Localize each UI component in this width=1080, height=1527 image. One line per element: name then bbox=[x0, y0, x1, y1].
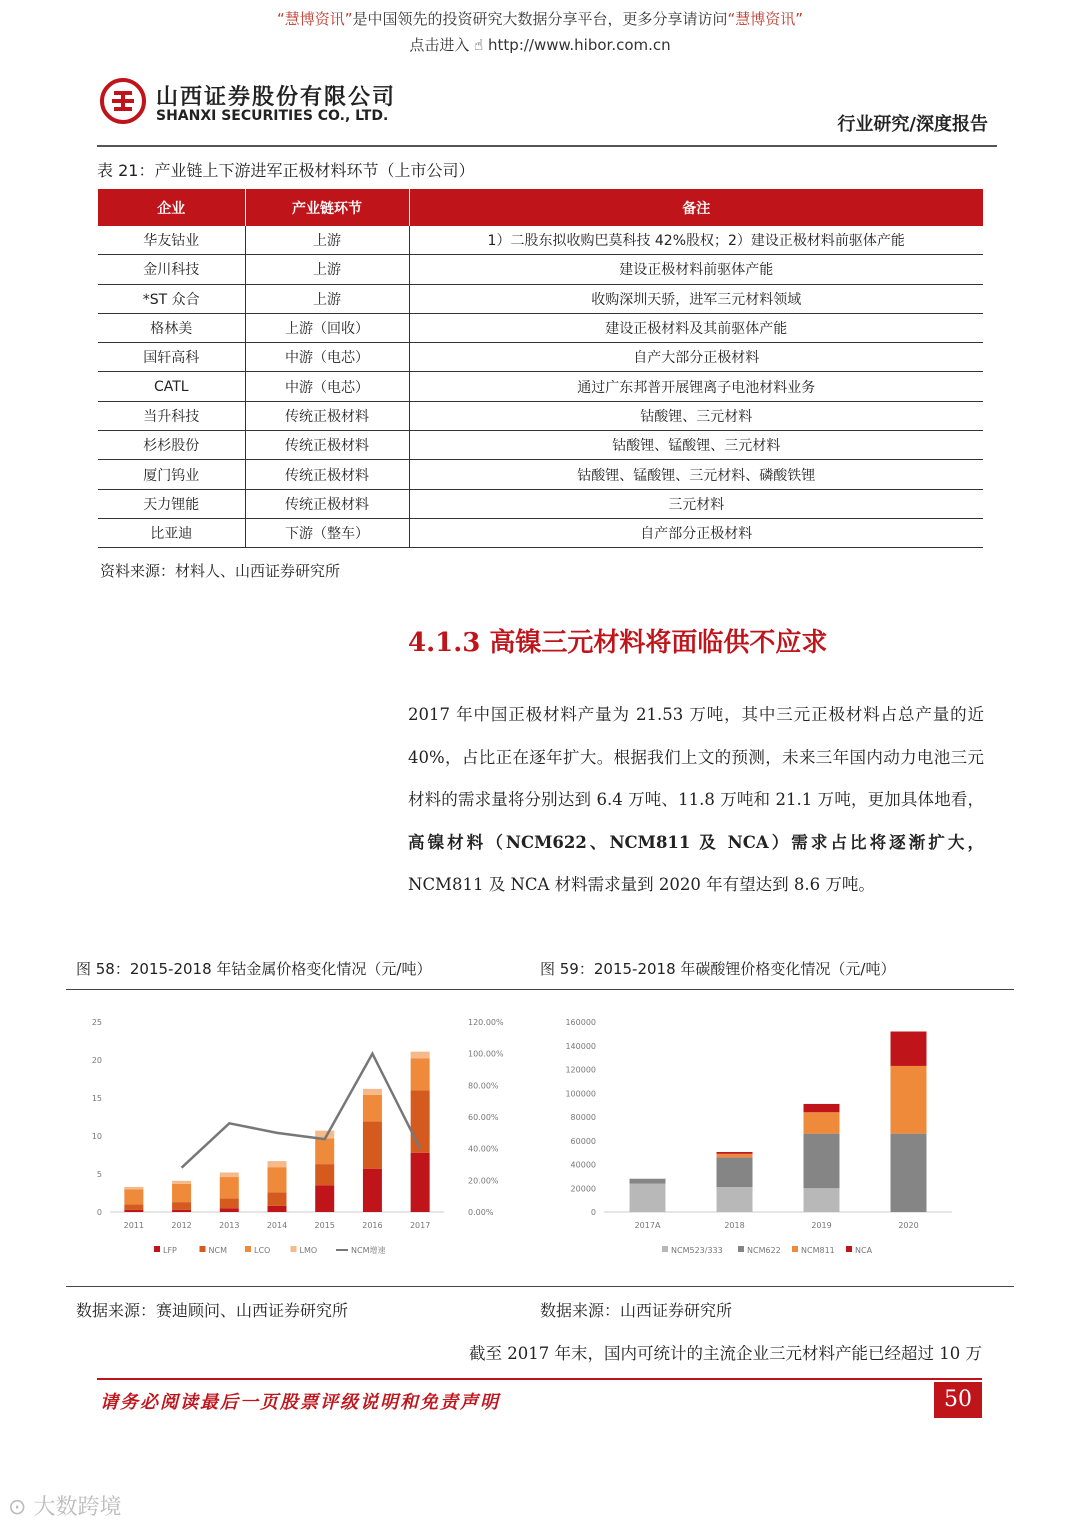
section-heading: 4.1.3 高镍三元材料将面临供不应求 bbox=[408, 628, 828, 658]
bar-segment-lmo bbox=[172, 1181, 191, 1184]
x-tick-label: 2016 bbox=[362, 1221, 383, 1230]
y2-tick-label: 40.00% bbox=[468, 1144, 499, 1154]
table-cell: 收购深圳天骄，进军三元材料领域 bbox=[409, 284, 983, 313]
x-tick-label: 2020 bbox=[898, 1221, 919, 1230]
company-logo bbox=[100, 78, 146, 124]
figure-58-title: 图 58：2015-2018 年钴金属价格变化情况（元/吨） bbox=[76, 960, 432, 978]
figure-divider-top bbox=[66, 989, 1014, 990]
table-header-cell: 产业链环节 bbox=[245, 189, 409, 226]
table-cell: 天力锂能 bbox=[98, 489, 245, 518]
table-row bbox=[98, 313, 983, 342]
table-cell: 杉杉股份 bbox=[98, 431, 245, 460]
legend-swatch bbox=[245, 1246, 251, 1252]
bar-segment-ncm bbox=[363, 1122, 382, 1169]
y-tick-label: 120000 bbox=[565, 1065, 596, 1075]
table-cell: 格林美 bbox=[98, 313, 245, 342]
x-tick-label: 2017 bbox=[409, 1221, 431, 1230]
bar-segment-ncm622 bbox=[891, 1134, 927, 1212]
table-row bbox=[98, 401, 983, 430]
table-cell: 钴酸锂、锰酸锂、三元材料 bbox=[409, 431, 983, 460]
y-tick-label: 40000 bbox=[570, 1160, 596, 1170]
bar-segment-lfp bbox=[315, 1185, 334, 1212]
bar-segment-ncm523333 bbox=[804, 1188, 840, 1212]
table-row bbox=[98, 518, 983, 547]
y2-tick-label: 20.00% bbox=[468, 1176, 499, 1186]
y-tick-label: 15 bbox=[91, 1094, 102, 1103]
x-tick-label: 2018 bbox=[724, 1221, 745, 1230]
y-tick-label: 20 bbox=[91, 1056, 102, 1065]
bar-segment-lco bbox=[315, 1138, 334, 1164]
bar-segment-ncm523333 bbox=[717, 1187, 753, 1212]
table-cell: 自产部分正极材料 bbox=[409, 518, 983, 547]
bar-segment-ncm bbox=[315, 1164, 334, 1185]
y-tick-label: 160000 bbox=[565, 1018, 596, 1027]
figure-58-source: 数据来源：赛迪顾问、山西证券研究所 bbox=[76, 1301, 349, 1320]
table-cell: 传统正极材料 bbox=[245, 489, 409, 518]
table-cell: 上游 bbox=[245, 255, 409, 284]
bar-segment-lmo bbox=[220, 1172, 239, 1177]
bar-segment-lfp bbox=[411, 1153, 430, 1212]
table-row bbox=[98, 255, 983, 284]
figure-59-source: 数据来源：山西证券研究所 bbox=[540, 1301, 733, 1320]
watermark-text: 大数跨境 bbox=[33, 1495, 122, 1520]
bar-segment-ncm811 bbox=[891, 1066, 927, 1134]
table-cell: 建设正极材料前驱体产能 bbox=[409, 255, 983, 284]
bar-segment-ncm bbox=[411, 1090, 430, 1152]
bar-segment-lfp bbox=[363, 1169, 382, 1212]
table-cell: 上游（回收） bbox=[245, 313, 409, 342]
body-paragraph bbox=[408, 694, 984, 907]
y-tick-label: 100000 bbox=[565, 1089, 596, 1099]
page-number: 50 bbox=[934, 1382, 982, 1418]
bar-segment-lfp bbox=[268, 1206, 287, 1212]
bar-segment-lco bbox=[363, 1095, 382, 1122]
bar-segment-lfp bbox=[220, 1208, 239, 1212]
legend-label: LCO bbox=[254, 1246, 271, 1255]
table-cell: 中游（电芯） bbox=[245, 343, 409, 372]
banner-text: 是中国领先的投资研究大数据分享平台，更多分享请访问 bbox=[352, 10, 728, 28]
industry-chain-table bbox=[98, 189, 983, 548]
y2-tick-label: 60.00% bbox=[468, 1113, 499, 1122]
table-cell: 传统正极材料 bbox=[245, 460, 409, 489]
bar-segment-ncm bbox=[172, 1202, 191, 1210]
table-cell: 下游（整车） bbox=[245, 518, 409, 547]
table-header-cell: 备注 bbox=[409, 189, 983, 226]
table-cell: 比亚迪 bbox=[98, 518, 245, 547]
line-ncm-growth bbox=[182, 1054, 421, 1168]
watermark bbox=[8, 1490, 121, 1521]
y-tick-label: 20000 bbox=[570, 1184, 596, 1194]
table-cell: CATL bbox=[98, 372, 245, 401]
header-divider bbox=[97, 145, 997, 147]
bar-segment-ncm523333 bbox=[630, 1184, 666, 1213]
bar-segment-ncm bbox=[268, 1192, 287, 1206]
table-cell: 通过广东邦普开展锂离子电池材料业务 bbox=[409, 372, 983, 401]
table-cell: *ST 众合 bbox=[98, 284, 245, 313]
top-banner bbox=[0, 8, 1080, 29]
table-source: 资料来源：材料人、山西证券研究所 bbox=[100, 562, 341, 580]
x-tick-label: 2015 bbox=[314, 1221, 335, 1230]
legend-swatch bbox=[846, 1246, 852, 1252]
x-tick-label: 2013 bbox=[219, 1221, 240, 1230]
bar-segment-lmo bbox=[411, 1052, 430, 1059]
table-cell: 上游 bbox=[245, 284, 409, 313]
bar-segment-lmo bbox=[268, 1161, 287, 1167]
paragraph-bold-text: 高镍材料（NCM622、NCM811 及 NCA）需求占比将逐渐扩大， bbox=[408, 832, 984, 852]
bar-segment-ncm811 bbox=[717, 1154, 753, 1158]
bar-segment-nca bbox=[891, 1032, 927, 1066]
x-tick-label: 2011 bbox=[123, 1221, 145, 1230]
footer-divider bbox=[97, 1378, 982, 1380]
legend-label: LMO bbox=[299, 1246, 318, 1255]
y-tick-label: 80000 bbox=[570, 1113, 596, 1122]
y2-tick-label: 0.00% bbox=[468, 1208, 494, 1217]
bar-segment-lco bbox=[220, 1177, 239, 1198]
x-tick-label: 2019 bbox=[811, 1221, 832, 1230]
y2-tick-label: 120.00% bbox=[468, 1018, 504, 1027]
continuation-text: 截至 2017 年末，国内可统计的主流企业三元材料产能已经超过 10 万 bbox=[469, 1344, 982, 1363]
pointer-icon: ☝ bbox=[474, 36, 484, 54]
table-row bbox=[98, 284, 983, 313]
bar-segment-lco bbox=[172, 1184, 191, 1202]
company-name-en: SHANXI SECURITIES CO., LTD. bbox=[156, 108, 389, 124]
table-row bbox=[98, 431, 983, 460]
bar-segment-lfp bbox=[172, 1210, 191, 1212]
table-header-cell: 企业 bbox=[98, 189, 245, 226]
table-row bbox=[98, 372, 983, 401]
bar-segment-lco bbox=[268, 1167, 287, 1192]
bar-segment-lmo bbox=[124, 1187, 143, 1189]
x-tick-label: 2017A bbox=[634, 1221, 661, 1230]
bar-segment-nca bbox=[717, 1152, 753, 1154]
legend-label: NCM523/333 bbox=[671, 1246, 723, 1255]
table-title: 表 21：产业链上下游进军正极材料环节（上市公司） bbox=[97, 161, 475, 180]
legend-swatch bbox=[291, 1246, 297, 1252]
legend-swatch bbox=[154, 1246, 160, 1252]
legend-label: NCM622 bbox=[747, 1246, 781, 1255]
table-cell: 钴酸锂、锰酸锂、三元材料、磷酸铁锂 bbox=[409, 460, 983, 489]
table-row bbox=[98, 460, 983, 489]
banner-brand-1: “慧博资讯” bbox=[276, 10, 353, 28]
figure-59-title: 图 59：2015-2018 年碳酸锂价格变化情况（元/吨） bbox=[540, 960, 896, 978]
bar-segment-ncm811 bbox=[804, 1112, 840, 1133]
banner-brand-2: “慧博资讯” bbox=[727, 10, 804, 28]
table-cell: 1）二股东拟收购巴莫科技 42%股权；2）建设正极材料前驱体产能 bbox=[409, 226, 983, 255]
legend-label: NCA bbox=[855, 1246, 873, 1255]
bar-segment-lfp bbox=[124, 1210, 143, 1212]
banner-enter-label: 点击进入 bbox=[409, 36, 470, 54]
y2-tick-label: 100.00% bbox=[468, 1049, 504, 1059]
table-cell: 自产大部分正极材料 bbox=[409, 343, 983, 372]
bar-segment-ncm622 bbox=[630, 1179, 666, 1184]
legend-swatch bbox=[200, 1246, 206, 1252]
table-cell: 传统正极材料 bbox=[245, 401, 409, 430]
legend-swatch bbox=[662, 1246, 668, 1252]
y-tick-label: 140000 bbox=[565, 1041, 596, 1051]
bar-segment-nca bbox=[804, 1104, 840, 1112]
table-cell: 钴酸锂、三元材料 bbox=[409, 401, 983, 430]
chart-ternary-demand bbox=[540, 1008, 960, 1264]
table-cell: 中游（电芯） bbox=[245, 372, 409, 401]
bar-segment-lco bbox=[411, 1058, 430, 1090]
bar-segment-ncm bbox=[220, 1198, 239, 1208]
report-type: 行业研究/深度报告 bbox=[837, 114, 988, 135]
y-tick-label: 0 bbox=[590, 1208, 596, 1217]
table-cell: 传统正极材料 bbox=[245, 431, 409, 460]
banner-link-row bbox=[0, 34, 1080, 55]
y-tick-label: 60000 bbox=[570, 1136, 596, 1146]
legend-label: NCM增速 bbox=[351, 1246, 386, 1255]
bar-segment-lmo bbox=[363, 1089, 382, 1095]
table-row bbox=[98, 226, 983, 255]
paragraph-text: 2017 年中国正极材料产量为 21.53 万吨，其中三元正极材料占总产量的近 40%，占比正在逐年扩大。根据我们上文的预测，未来三年国内动力电池三元材料的需求量将分别达到 6.4 万吨、11.8 万吨和 21.1 万吨，更加具体地看， bbox=[408, 705, 984, 809]
y-tick-label: 25 bbox=[91, 1018, 102, 1027]
table-cell: 厦门钨业 bbox=[98, 460, 245, 489]
company-name-cn: 山西证券股份有限公司 bbox=[156, 85, 397, 110]
table-cell: 上游 bbox=[245, 226, 409, 255]
bar-segment-lco bbox=[124, 1189, 143, 1204]
bar-segment-ncm622 bbox=[804, 1134, 840, 1189]
legend-swatch bbox=[792, 1246, 798, 1252]
paragraph-text: NCM811 及 NCA 材料需求量到 2020 年有望达到 8.6 万吨。 bbox=[408, 875, 875, 894]
table-cell: 华友钴业 bbox=[98, 226, 245, 255]
banner-url-link[interactable]: http://www.hibor.com.cn bbox=[488, 36, 671, 54]
x-tick-label: 2014 bbox=[266, 1221, 288, 1230]
table-cell: 当升科技 bbox=[98, 401, 245, 430]
y-tick-label: 10 bbox=[91, 1132, 102, 1141]
watermark-icon: ⊙ bbox=[8, 1495, 27, 1520]
y2-tick-label: 80.00% bbox=[468, 1081, 499, 1091]
y-tick-label: 5 bbox=[96, 1170, 102, 1179]
y-tick-label: 0 bbox=[96, 1208, 102, 1217]
disclaimer-text: 请务必阅读最后一页股票评级说明和免责声明 bbox=[100, 1392, 500, 1413]
legend-label: LFP bbox=[163, 1246, 177, 1255]
legend-swatch bbox=[738, 1246, 744, 1252]
legend-label: NCM bbox=[208, 1246, 227, 1255]
legend-label: NCM811 bbox=[801, 1246, 835, 1255]
table-cell: 国轩高科 bbox=[98, 343, 245, 372]
bar-segment-ncm bbox=[124, 1204, 143, 1209]
table-row bbox=[98, 343, 983, 372]
table-cell: 建设正极材料及其前驱体产能 bbox=[409, 313, 983, 342]
table-cell: 三元材料 bbox=[409, 489, 983, 518]
figure-divider-bottom bbox=[66, 1286, 1014, 1287]
x-tick-label: 2012 bbox=[171, 1221, 192, 1230]
chart-cathode-output bbox=[76, 1008, 516, 1264]
table-cell: 金川科技 bbox=[98, 255, 245, 284]
bar-segment-ncm622 bbox=[717, 1157, 753, 1187]
table-row bbox=[98, 489, 983, 518]
table-header-row bbox=[98, 189, 983, 226]
